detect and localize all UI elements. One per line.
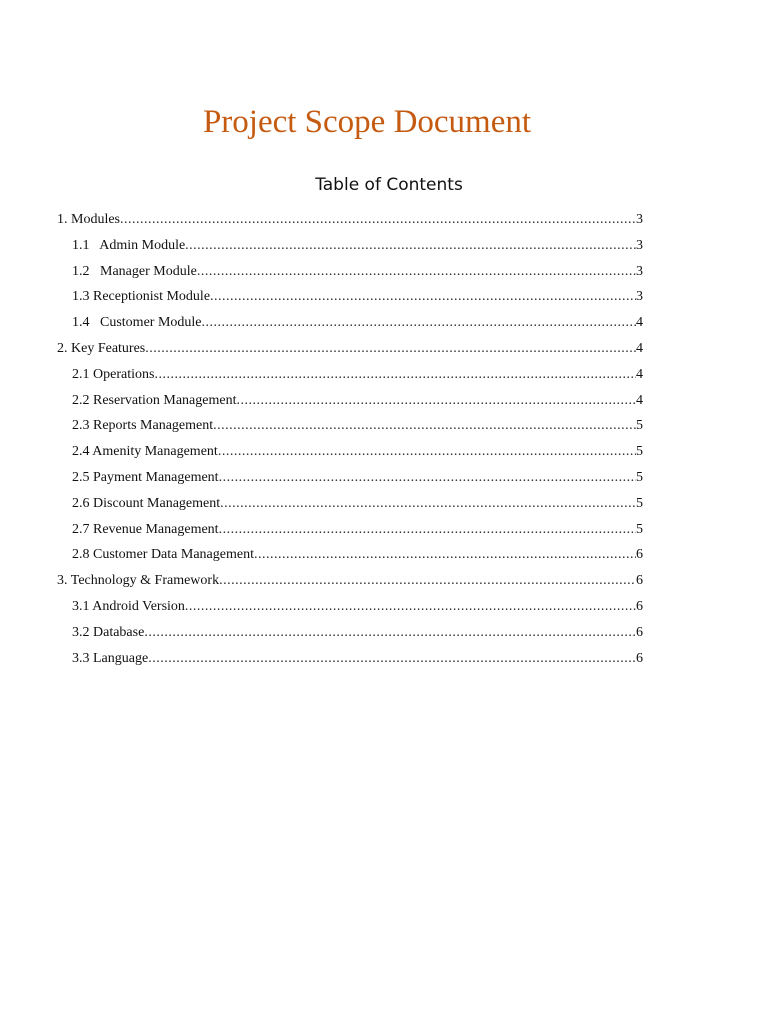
toc-entry[interactable] xyxy=(57,207,643,233)
toc-entry-label: 2.8 Customer Data Management xyxy=(72,547,254,563)
toc-entry-label: 1.1 Admin Module xyxy=(72,237,186,253)
toc-entry-page-number: 4 xyxy=(636,392,643,408)
toc-entry[interactable] xyxy=(57,465,643,491)
toc-entry-label: 1.2 Manager Module xyxy=(72,263,197,279)
toc-entry-page-number: 5 xyxy=(636,444,643,460)
toc-entry[interactable] xyxy=(57,620,643,646)
toc-entry-page-number: 6 xyxy=(636,624,643,640)
toc-entry-label: 3.3 Language xyxy=(72,650,149,666)
toc-dot-leader xyxy=(197,259,636,285)
toc-dot-leader xyxy=(236,388,636,414)
toc-entry-label: 2.7 Revenue Management xyxy=(72,521,219,537)
toc-entry-label: 2.1 Operations xyxy=(72,366,155,382)
toc-entry-label: 3.2 Database xyxy=(72,624,145,640)
toc-entry-label: 1. Modules xyxy=(57,212,120,227)
toc-entry[interactable] xyxy=(57,336,643,362)
toc-entry[interactable] xyxy=(57,413,643,439)
toc-entry-page-number: 5 xyxy=(636,495,643,511)
toc-entry[interactable] xyxy=(57,259,643,285)
toc-entry-label: 2.6 Discount Management xyxy=(72,495,221,511)
toc-dot-leader xyxy=(213,413,636,439)
toc-entry-page-number: 3 xyxy=(636,237,643,253)
toc-dot-leader xyxy=(185,594,636,620)
toc-entry-page-number: 6 xyxy=(636,598,643,614)
toc-dot-leader xyxy=(254,542,636,568)
toc-entry[interactable] xyxy=(57,439,643,465)
toc-entry-label: 3.1 Android Version xyxy=(72,598,185,614)
toc-dot-leader xyxy=(219,517,636,543)
toc-entry[interactable] xyxy=(57,233,643,259)
toc-entry[interactable] xyxy=(57,594,643,620)
toc-entry-label: 2.3 Reports Management xyxy=(72,418,214,434)
toc-dot-leader xyxy=(148,646,636,672)
toc-entry-page-number: 6 xyxy=(636,650,643,666)
toc-entry-page-number: 4 xyxy=(636,315,643,331)
toc-dot-leader xyxy=(220,491,636,517)
toc-entry[interactable] xyxy=(57,284,643,310)
toc-dot-leader xyxy=(185,233,636,259)
toc-dot-leader xyxy=(145,336,636,362)
toc-entry-label: 3. Technology & Framework xyxy=(57,573,220,589)
toc-dot-leader xyxy=(218,439,636,465)
toc-dot-leader xyxy=(202,310,637,336)
toc-dot-leader xyxy=(219,568,636,594)
toc-dot-leader xyxy=(219,465,636,491)
toc-entry[interactable] xyxy=(57,568,643,594)
toc-entry-page-number: 3 xyxy=(636,289,643,305)
toc-entry-label: 2. Key Features xyxy=(57,340,146,356)
toc-entry-page-number: 4 xyxy=(636,340,643,356)
toc-entry-page-number: 4 xyxy=(636,366,643,382)
toc-entry-label: 2.2 Reservation Management xyxy=(72,392,237,408)
toc-dot-leader xyxy=(210,284,636,310)
toc-heading: Table of Contents xyxy=(315,175,463,195)
toc-entry[interactable] xyxy=(57,362,643,388)
toc-entry-label: 2.4 Amenity Management xyxy=(72,444,218,460)
toc-entry-page-number: 5 xyxy=(636,469,643,485)
toc-dot-leader xyxy=(120,207,636,233)
toc-entry-label: 2.5 Payment Management xyxy=(72,469,219,485)
toc-entry[interactable] xyxy=(57,517,643,543)
toc-entry-page-number: 5 xyxy=(636,521,643,537)
toc-entry-page-number: 3 xyxy=(636,212,643,227)
document-title: Project Scope Document xyxy=(202,104,532,140)
toc-entry[interactable] xyxy=(57,646,643,672)
toc-entry[interactable] xyxy=(57,310,643,336)
toc-dot-leader xyxy=(144,620,636,646)
toc-entry-label: 1.4 Customer Module xyxy=(72,315,202,331)
toc-entry-page-number: 3 xyxy=(636,263,643,279)
toc-dot-leader xyxy=(154,362,636,388)
toc-entry[interactable] xyxy=(57,491,643,517)
toc-entry[interactable] xyxy=(57,542,643,568)
table-of-contents xyxy=(57,207,643,671)
toc-entry-page-number: 5 xyxy=(636,418,643,434)
toc-entry-page-number: 6 xyxy=(636,547,643,563)
toc-entry-label: 1.3 Receptionist Module xyxy=(72,289,211,305)
toc-entry[interactable] xyxy=(57,388,643,414)
toc-entry-page-number: 6 xyxy=(636,573,643,589)
